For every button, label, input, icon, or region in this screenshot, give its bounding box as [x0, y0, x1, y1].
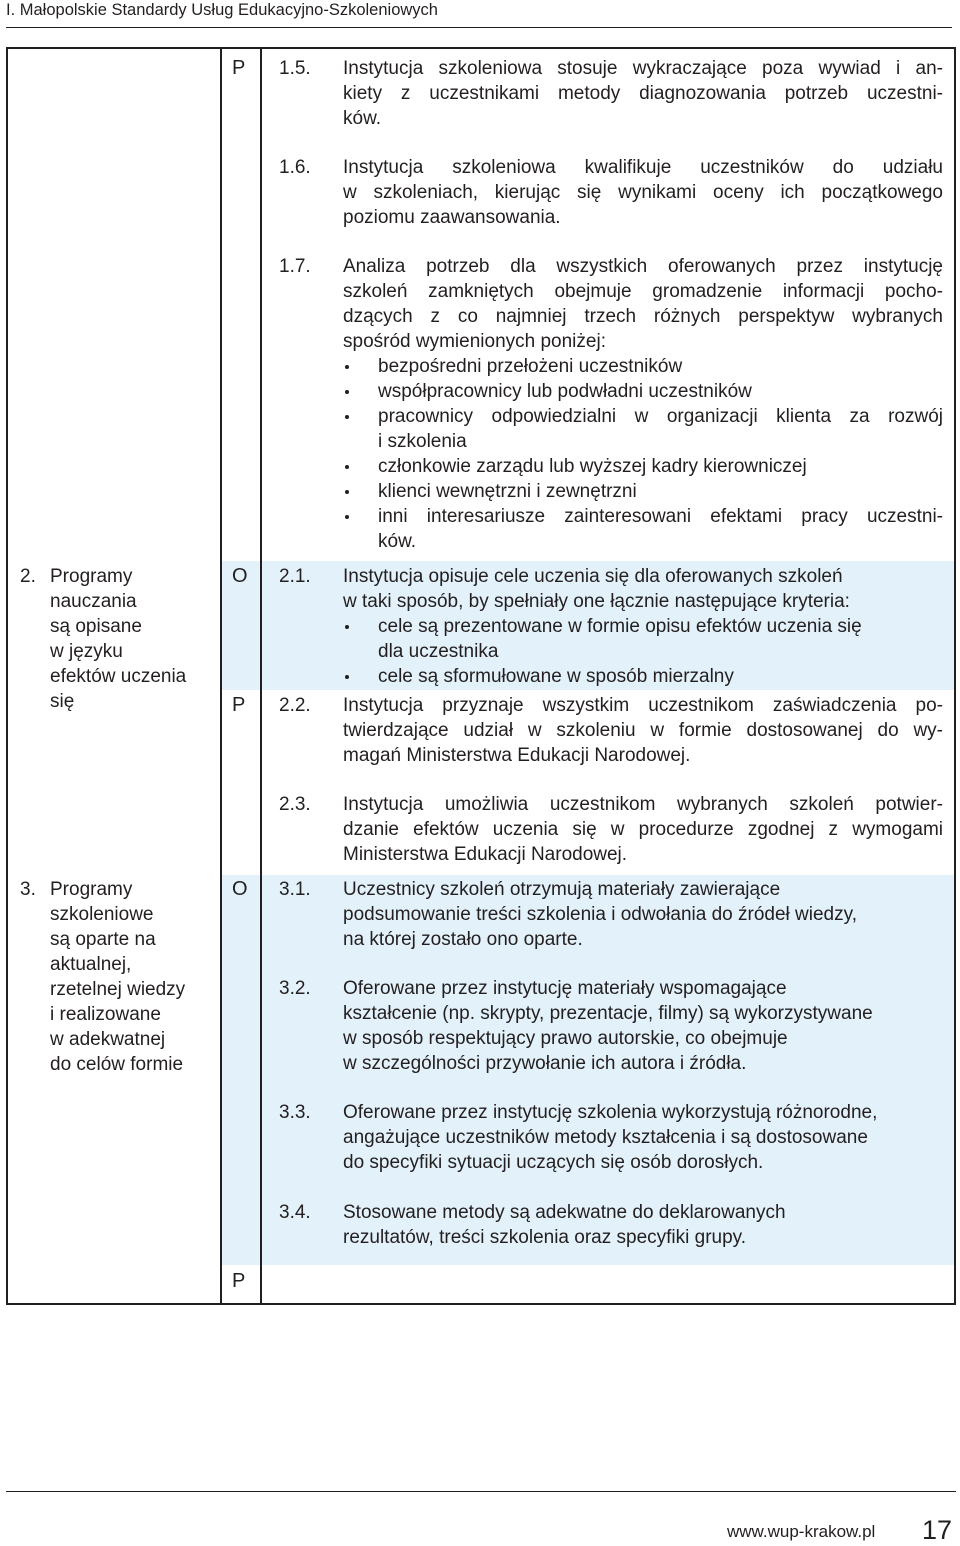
item-line: szkoleń zamkniętych obejmuje gromadzenie informacji pocho- — [343, 281, 943, 302]
column-divider-2 — [260, 47, 262, 1305]
bullet-item: cele są prezentowane w formie opisu efektów uczenia się — [343, 614, 943, 639]
page-number: 17 — [922, 1515, 953, 1545]
running-header — [6, 0, 952, 28]
item-line: kiety z uczestnikami metody diagnozowania potrzeb uczestni- — [343, 83, 943, 104]
marker-p: P — [232, 1270, 246, 1292]
item-line: Analiza potrzeb dla wszystkich oferowanych przez instytucję — [343, 256, 943, 277]
criterion-text: Programy nauczania są opisane w języku efektów uczenia się — [50, 566, 187, 712]
item-line: dzących z co najmniej trzech różnych perspektyw wybranych — [343, 306, 943, 327]
item-number: 3.1. — [279, 879, 311, 900]
header-title: I. Małopolskie Standardy Usług Edukacyjno-Szkoleniowych — [6, 1, 438, 19]
criterion-text: Programy szkoleniowe są oparte na aktualnej, rzetelnej wiedzy i realizowane w adekwatnej do celów formie — [50, 879, 186, 1075]
item-line: w szczególności przywołanie ich autora i źródła. — [343, 1053, 747, 1074]
marker-o: O — [232, 565, 248, 587]
item-line: Instytucja umożliwia uczestnikom wybranych szkoleń potwier- — [343, 794, 943, 815]
item-line: podsumowanie treści szkolenia i odwołania do źródeł wiedzy, — [343, 904, 857, 925]
marker-p: P — [232, 694, 246, 716]
footer-url[interactable]: www.wup-krakow.pl — [727, 1522, 876, 1541]
item-line: Ministerstwa Edukacji Narodowej. — [343, 844, 628, 865]
item-line: dzanie efektów uczenia się w procedurze zgodnej z wymogami — [343, 819, 943, 840]
item-line: Uczestnicy szkoleń otrzymują materiały zawierające — [343, 879, 781, 900]
item-line: Oferowane przez instytucję szkolenia wykorzystują różnorodne, — [343, 1102, 878, 1123]
bullet-item: cele są sformułowane w sposób mierzalny — [343, 664, 943, 689]
marker-p: P — [232, 57, 246, 79]
item-number: 2.2. — [279, 695, 311, 716]
bullet-item: współpracownicy lub podwładni uczestników — [343, 379, 943, 404]
item-line: Instytucja przyznaje wszystkim uczestnikom zaświadczenia po- — [343, 695, 943, 716]
item-line: ków. — [343, 108, 382, 129]
criterion-number: 3. — [20, 879, 36, 900]
item-number: 1.7. — [279, 256, 311, 277]
item-line: do specyfiki sytuacji uczących się osób dorosłych. — [343, 1152, 764, 1173]
item-number: 3.3. — [279, 1102, 311, 1123]
item-number: 1.6. — [279, 157, 311, 178]
criterion-3 — [12, 877, 202, 1077]
item-line: Instytucja szkoleniowa kwalifikuje uczestników do udziału — [343, 157, 943, 178]
bullet-continuation: ków. — [378, 531, 417, 552]
bullet-item: członkowie zarządu lub wyższej kadry kierowniczej — [343, 454, 943, 479]
item-line: w sposób respektujący prawo autorskie, co obejmuje — [343, 1028, 788, 1049]
item-line: na której zostało ono oparte. — [343, 929, 583, 950]
bullet-continuation: dla uczestnika — [378, 641, 499, 662]
item-line: magań Ministerstwa Edukacji Narodowej. — [343, 745, 691, 766]
item-line: poziomu zaawansowania. — [343, 207, 561, 228]
marker-o: O — [232, 878, 248, 900]
footer-divider — [6, 1491, 956, 1492]
bullet-item: bezpośredni przełożeni uczestników — [343, 354, 943, 379]
item-line: Stosowane metody są adekwatne do deklarowanych — [343, 1202, 786, 1223]
item-line: angażujące uczestników metody kształcenia i są dostosowane — [343, 1127, 868, 1148]
item-number: 3.4. — [279, 1202, 311, 1223]
item-line: Instytucja opisuje cele uczenia się dla oferowanych szkoleń — [343, 566, 843, 587]
item-line: rezultatów, treści szkolenia oraz specyfiki grupy. — [343, 1227, 747, 1248]
bullet-item: pracownicy odpowiedzialni w organizacji klienta za rozwój — [343, 404, 943, 429]
bullet-item: klienci wewnętrzni i zewnętrzni — [343, 479, 943, 504]
item-line: twierdzające udział w szkoleniu w formie dostosowanej do wy- — [343, 720, 943, 741]
column-divider-1 — [220, 47, 222, 1305]
criterion-number: 2. — [20, 566, 36, 587]
item-number: 2.1. — [279, 566, 311, 587]
item-line: kształcenie (np. skrypty, prezentacje, filmy) są wykorzystywane — [343, 1003, 873, 1024]
item-line: w szkoleniach, kierując się wynikami oceny ich początkowego — [343, 182, 943, 203]
item-number: 3.2. — [279, 978, 311, 999]
item-line: w taki sposób, by spełniały one łącznie następujące kryteria: — [343, 591, 850, 612]
item-number: 2.3. — [279, 794, 311, 815]
bullet-continuation: i szkolenia — [378, 431, 467, 452]
criterion-2 — [12, 564, 202, 714]
item-line: Oferowane przez instytucję materiały wspomagające — [343, 978, 787, 999]
item-line: spośród wymienionych poniżej: — [343, 331, 606, 352]
bullet-item: inni interesariusze zainteresowani efektami pracy uczestni- — [343, 504, 943, 529]
item-number: 1.5. — [279, 58, 311, 79]
item-line: Instytucja szkoleniowa stosuje wykraczające poza wywiad i an- — [343, 58, 943, 79]
